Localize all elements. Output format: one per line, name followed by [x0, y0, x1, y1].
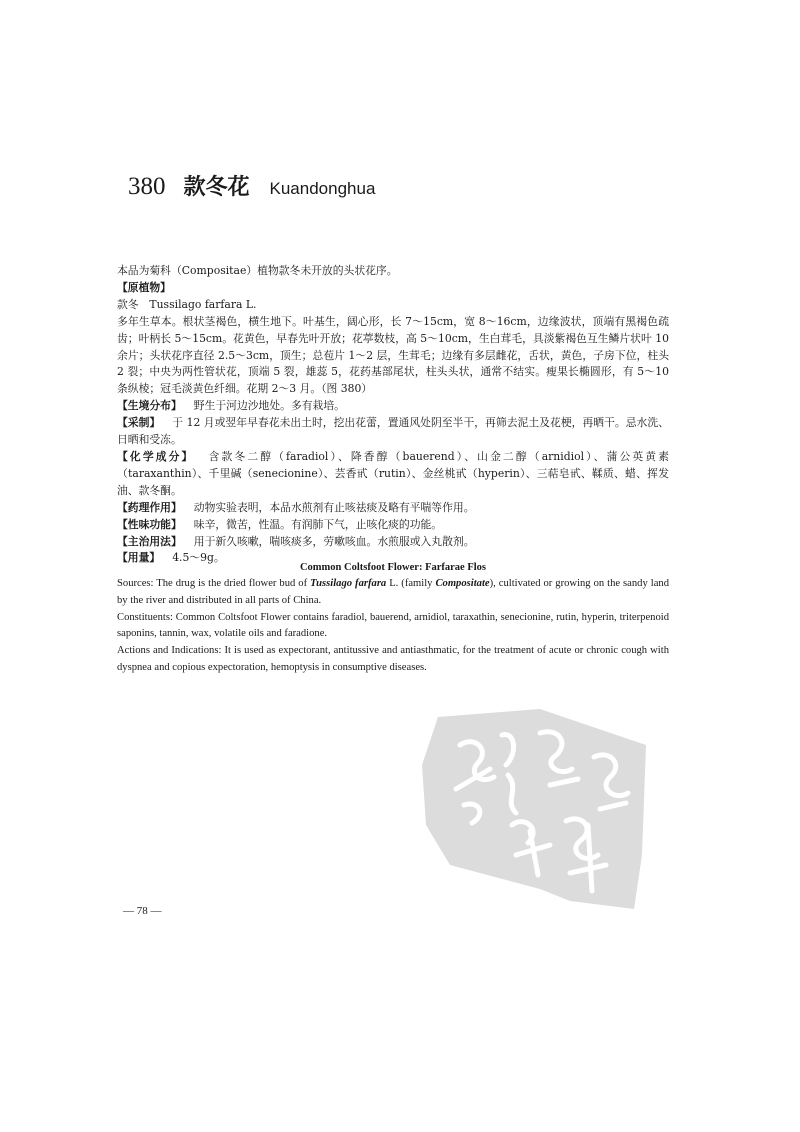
section-text: 味辛，微苦，性温。有润肺下气，止咳化痰的功能。: [193, 517, 443, 531]
entry-name-pinyin: Kuandonghua: [269, 179, 376, 198]
entry-name-chinese: 款冬花: [183, 175, 250, 200]
english-actions: Actions and Indications: It is used as expectorant, antitussive and antiasthmatic, for the treatment of acute or chronic cough with dyspnea and copious expectoration, hemoptysis in consumptive diseases.: [117, 645, 669, 673]
section-heading: 【采制】: [117, 416, 161, 430]
section-properties: [117, 517, 669, 534]
section-text: 动物实验表明，本品水煎剂有止咳祛痰及略有平喘等作用。: [193, 500, 475, 514]
section-collection: [117, 415, 669, 449]
section-indications: [117, 534, 669, 551]
species-name: Tussilago farfara: [310, 578, 387, 589]
section-pharmacology: [117, 500, 669, 517]
origin-description: 多年生草本。根状茎褐色，横生地下。叶基生，阔心形，长 7～15cm，宽 8～16cm，边缘波状，顶端有黑褐色疏齿；叶柄长 5～15cm。花黄色，早春先叶开放；花葶数枝，高 5～10cm，生白茸毛，具淡紫褐色互生鳞片状叶 10 余片；头状花序直径 2.5～3cm，顶生；总苞片 1～2 层，生茸毛；边缘有多层雌花，舌状，黄色，子房下位，柱头 2 裂；中央为两性管状花，顶端 5 裂，雄蕊 5，花药基部尾状，柱头头状，通常不结实。瘦果长椭圆形，有 5～10 条纵棱；冠毛淡黄色纤细。花期 2～3 月。（图 380）: [117, 314, 669, 396]
section-heading: 【化学成分】: [117, 449, 195, 463]
origin-species: 款冬 Tussilago farfara L.: [117, 297, 257, 311]
section-heading: 【生境分布】: [117, 399, 182, 413]
page-number: — 78 —: [123, 905, 162, 917]
section-habitat: [117, 398, 669, 415]
section-heading: 【用量】: [117, 551, 161, 565]
seal-watermark: [420, 705, 650, 910]
entry-title: [128, 170, 375, 201]
sources-text: L. (family: [386, 578, 436, 589]
sources-text: Sources: The drug is the dried flower bud of: [117, 578, 311, 589]
section-text: 于 12 月或翌年早春花未出土时，挖出花蕾，置通风处阴至半干，再筛去泥土及花梗，再晒干。忌水洗、日晒和受冻。: [117, 416, 669, 447]
section-heading-origin: 【原植物】: [117, 280, 171, 294]
english-title: Common Coltsfoot Flower: Farfarae Flos: [299, 562, 487, 573]
entry-number: 380: [128, 173, 166, 200]
english-text: [117, 576, 669, 677]
section-text: 用于新久咳嗽，喘咳痰多，劳嗽咳血。水煎服或入丸散剂。: [193, 534, 475, 548]
section-chemistry: [117, 449, 669, 500]
family-name: Compositate: [435, 578, 490, 589]
section-heading: 【药理作用】: [117, 500, 182, 514]
section-text: 野生于河边沙地处。多有栽培。: [193, 399, 345, 413]
sources-text: ), cultivated or growing on the sandy land by the river and distributed in all parts of China.: [117, 578, 669, 606]
english-constituents: Constituents: Common Coltsfoot Flower contains faradiol, bauerend, arnidiol, taraxathin, senecionine, rutin, hyperin, triterpenoid saponins, tannin, wax, volatile oils and faradione.: [117, 611, 669, 640]
chinese-text: [117, 263, 669, 567]
section-heading: 【主治用法】: [117, 534, 182, 548]
intro-paragraph: 本品为菊科（Compositae）植物款冬未开放的头状花序。: [117, 264, 398, 277]
section-text: 4.5～9g。: [172, 551, 225, 565]
section-heading: 【性味功能】: [117, 517, 182, 531]
english-sources: [117, 576, 669, 610]
section-text: 含款冬二醇（faradiol）、降香醇（bauerend）、山金二醇（arnidiol）、蒲公英黄素（taraxanthin）、千里碱（senecionine）、芸香甙（rutin）、金丝桃甙（hyperin）、三萜皂甙、鞣质、蜡、挥发油、款冬酮。: [117, 449, 669, 497]
